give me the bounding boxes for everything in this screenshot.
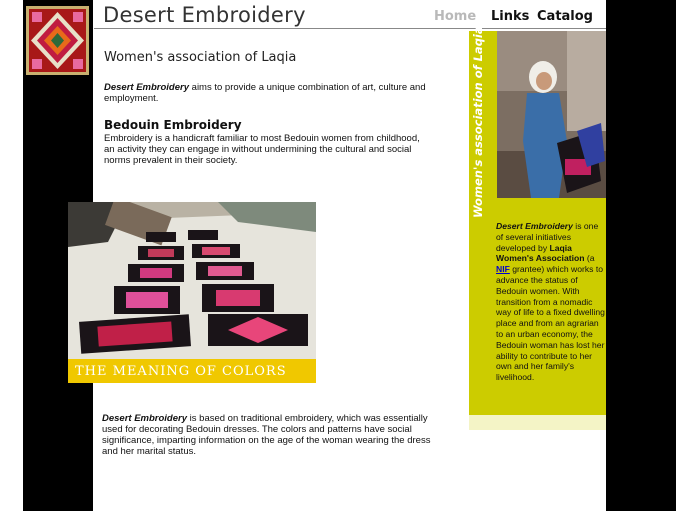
sidebar-org-name: Laqia Women's Association — [496, 242, 585, 264]
nav-home-link[interactable]: Home — [434, 9, 477, 24]
embroidery-logo[interactable] — [26, 6, 89, 75]
sidebar-vertical-title: Women's association of Laqia — [471, 26, 485, 218]
intro-brand: Desert Embroidery — [104, 82, 190, 93]
woman-with-embroidery-illustration — [497, 31, 606, 198]
site-title: Desert Embroidery — [103, 3, 306, 27]
sidebar-brand: Desert Embroidery — [496, 221, 573, 231]
section-heading: Bedouin Embroidery — [104, 118, 242, 132]
sidebar-footer-strip — [469, 415, 606, 430]
sidebar-text-2: (a — [584, 253, 595, 264]
intro-paragraph — [104, 82, 444, 104]
embroidery-pattern-icon — [26, 6, 89, 75]
meaning-of-colors-banner[interactable]: THE MEANING OF COLORS — [68, 359, 316, 383]
intro-text: aims to provide a unique combination of art, culture and employment. — [104, 82, 426, 104]
nav-links-link[interactable]: Links — [491, 9, 530, 24]
sidebar-woman-photo — [497, 31, 606, 198]
page-subtitle: Women's association of Laqia — [104, 50, 297, 65]
bottom-brand: Desert Embroidery — [102, 413, 188, 424]
sidebar-paragraph — [496, 221, 606, 383]
section-paragraph: Embroidery is a handicraft familiar to most Bedouin women from childhood, an activity they can engage in without undermining the cultural and social norms prevalent in their society. — [104, 133, 420, 166]
embroidery-squares-illustration — [68, 202, 316, 359]
sidebar-text-1: is one of several initiatives developed by — [496, 221, 599, 253]
nav-catalog-link[interactable]: Catalog — [537, 9, 593, 24]
right-black-bar — [606, 0, 676, 511]
embroidery-photo[interactable] — [68, 202, 316, 359]
bottom-text: is based on traditional embroidery, which was essentially used for decorating Bedouin dresses. The colors and patterns have social significance, imparting information on the age of the woman wearing the dress and her marital status. — [102, 413, 431, 457]
sidebar-text-3: grantee) which works to advance the status of Bedouin women. With transition from a nomadic way of life to a fixed dwelling place and from an agrarian to an urban economy, the Bedouin woman has lost her ability to contribute to her own and her family's livelihood. — [496, 264, 605, 383]
header-divider — [94, 28, 606, 29]
bottom-paragraph — [102, 413, 432, 457]
nif-link[interactable]: NIF — [496, 264, 510, 275]
